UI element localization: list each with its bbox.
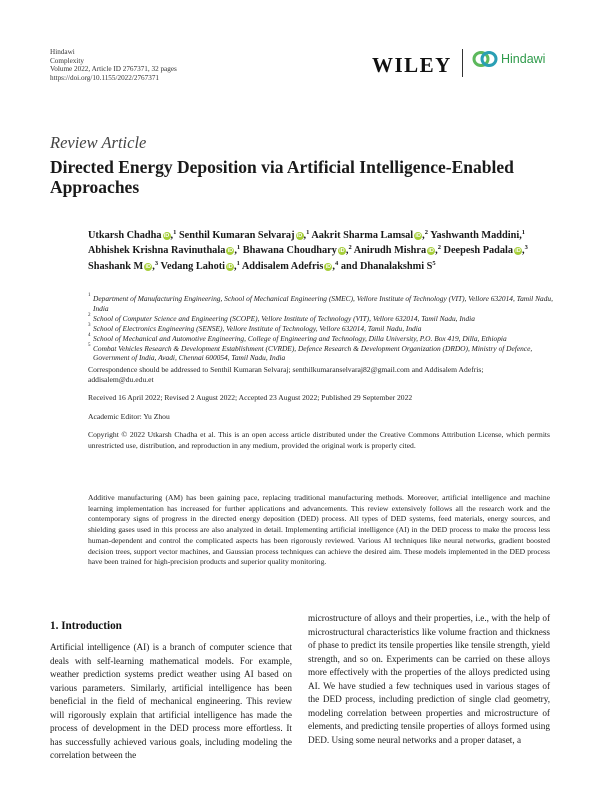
author-name: Senthil Kumaran Selvaraj iD,$^1$ xyxy=(178,229,310,241)
author-affiliation-number: 1 xyxy=(173,229,177,236)
orcid-icon[interactable]: iD xyxy=(339,248,345,255)
affiliation-text: Department of Manufacturing Engineering, School of Mechanical Engineering (SMEC), Vellore Institute of Technology (VIT), Vellore 632014, Tamil Nadu, India xyxy=(93,294,553,313)
author-name: Utkarsh Chadha iD,$^1$ xyxy=(88,229,177,241)
orcid-icon[interactable]: iD xyxy=(415,233,421,239)
journal-publisher: Hindawi xyxy=(50,48,75,56)
affiliation-text: School of Computer Science and Engineering (SCOPE), Vellore Institute of Technology (VIT), Vellore 632014, Tamil Nadu, India xyxy=(93,313,475,323)
intro-column-right: microstructure of alloys and their properties, i.e., with the help of microstructural characteristics like volume fraction and thickness of phase to predict its tensile properties like tensile strength, yield strength, and so on. Experiments can be carried on these alloys more effectively with the properties of the alloys predicted using AI. We have studied a few techniques used in various stages of the DED process, including prediction of single clad geometry, modeling correlation between properties and microstructure of elements, and predicting tensile properties of alloys formed using DED. Using some neural networks and a proper dataset, a xyxy=(308,613,550,745)
affiliation: 2 School of Computer Science and Engineering (SCOPE), Vellore Institute of Technology (VIT), Vellore 632014, Tamil Nadu, India xyxy=(88,312,475,323)
author-name: Bhawana Choudhary iD,$^2$ xyxy=(242,244,352,257)
author-label: Abhishek Krishna Ravinuthala xyxy=(88,245,226,257)
author-label: Vedang Lahoti xyxy=(160,260,226,272)
author-affiliation-number: 3 xyxy=(154,259,159,267)
hindawi-wordmark: Hindawi xyxy=(501,52,546,66)
author-affiliation-number: 4 xyxy=(334,259,339,267)
orcid-icon[interactable]: iD xyxy=(145,263,151,270)
correspondence: Correspondence should be addressed to Senthil Kumaran Selvaraj; senthilkumaranselvaraj82@gmail.com and Addisalem Adefris; addisalem@du.edu.et xyxy=(88,365,484,385)
affiliation: 1 Department of Manufacturing Engineering, School of Mechanical Engineering (SMEC), Vellore Institute of Technology (VIT), Vellore 632014, Tamil Nadu, India xyxy=(88,293,553,313)
author-name: Aakrit Sharma Lamsal iD,$^2$ xyxy=(311,229,428,241)
author-list xyxy=(88,228,558,274)
author-name: Deepesh Padala iD,$^3$ xyxy=(443,244,528,257)
author-name: Abhishek Krishna Ravinuthala iD,$^1$ xyxy=(88,244,241,257)
wiley-logo: WILEY xyxy=(372,53,452,77)
author-label: Utkarsh Chadha xyxy=(88,230,162,241)
author-affiliation-number: 3 xyxy=(524,244,528,252)
orcid-icon[interactable]: iD xyxy=(163,233,170,239)
orcid-icon[interactable]: iD xyxy=(227,263,233,270)
author-affiliation-number: 1 xyxy=(236,259,240,267)
article-title: Directed Energy Deposition via Artificial Intelligence-Enabled Approaches xyxy=(50,157,514,197)
orcid-icon[interactable]: iD xyxy=(325,263,332,270)
author-affiliation-number: 2 xyxy=(424,229,428,236)
hindawi-logo-icon xyxy=(472,50,498,68)
author-affiliation-number: 1 xyxy=(236,244,241,252)
author-name xyxy=(360,261,436,272)
journal-doi[interactable]: https://doi.org/10.1155/2022/2767371 xyxy=(50,73,160,82)
intro-column-left: Artificial intelligence (AI) is a branch of computer science that deals with self-learning mathematical models. For example, weather prediction systems predict weather using AI based on various parameters. Similarly, artificial intelligence has been beneficial in the field of mechanical engineering. This review will rigorously explain that artificial intelligence has made the process of development in the DED process more effortless. It has successfully achieved various goals, including modeling the correlation between the xyxy=(50,642,292,760)
author-label: Yashwanth Maddini xyxy=(430,230,520,241)
journal-meta xyxy=(50,48,177,82)
author-affiliation-number: 2 xyxy=(437,244,441,252)
author-name: Addisalem Adefris iD,$^4$ xyxy=(241,259,339,272)
author-name: Shashank M iD,$^3$ xyxy=(88,259,159,272)
orcid-icon[interactable]: iD xyxy=(227,248,234,255)
author-label: Addisalem Adefris xyxy=(241,260,324,272)
affiliation-text: School of Electronics Engineering (SENSE), Vellore Institute of Technology, Vellore 632014, Tamil Nadu, India xyxy=(93,323,422,333)
author-label: Senthil Kumaran Selvaraj xyxy=(178,230,295,241)
author-label: Aakrit Sharma Lamsal xyxy=(311,230,414,241)
author-and: and xyxy=(340,260,360,272)
affiliation-list xyxy=(88,294,558,363)
orcid-icon[interactable]: iD xyxy=(296,233,303,239)
author-affiliation-number: 5 xyxy=(432,259,436,267)
author-label: Anirudh Mishra xyxy=(353,245,427,257)
author-label: Dhanalakshmi S xyxy=(360,260,433,272)
affiliation: 3 School of Electronics Engineering (SENSE), Vellore Institute of Technology, Vellore 632014, Tamil Nadu, India xyxy=(88,322,422,333)
orcid-icon[interactable]: iD xyxy=(515,248,521,255)
affiliation-text: School of Mechanical and Automotive Engineering, College of Engineering and Technology, Dilla University, P.O. Box 419, Dilla, Ethiopia xyxy=(93,333,507,343)
author-name: Vedang Lahoti iD,$^1$ xyxy=(160,259,240,272)
author-affiliation-number: 2 xyxy=(348,244,352,252)
article-type: Review Article xyxy=(50,133,147,152)
publication-dates: Received 16 April 2022; Revised 2 August 2022; Accepted 23 August 2022; Published 29 September 2022 xyxy=(88,393,413,402)
academic-editor: Academic Editor: Yu Zhou xyxy=(88,412,170,421)
affiliation: 5 Combat Vehicles Research & Development Establishment (CVRDE), Defence Research & Development Organization (DRDO), Ministry of Defence, Government of India, Avadi, Chennai 600054, Tamil Nadu, India xyxy=(88,342,533,363)
journal-name: Complexity xyxy=(50,56,84,65)
affiliation: 4 School of Mechanical and Automotive Engineering, College of Engineering and Technology, Dilla University, P.O. Box 419, Dilla, Ethiopia xyxy=(88,332,507,343)
hindawi-logo xyxy=(472,50,545,68)
abstract: Additive manufacturing (AM) has been gaining pace, replacing traditional manufacturing methods. Moreover, artificial intelligence and machine learning implementation has increased for further applications and advancements. This review extensively follows all the research work and the contemporary signs of progress in the directed energy deposition (DED) process. All types of DED systems, feed materials, energy sources, and shielding gases used in this process are also analyzed in detail. Implementing artificial intelligence (AI) in the DED process to make the process less human-dependent and control the complicated aspects has been rigorously reviewed. Various AI techniques like neural networks, gradient boosted decision trees, support vector machines, and Gaussian process techniques can achieve the desired aim. These models implemented in the DED process have been trained for high-precision products and superior quality monitoring. xyxy=(88,493,550,567)
section-heading: 1. Introduction xyxy=(50,620,122,632)
author-name: Anirudh Mishra iD,$^2$ xyxy=(353,244,441,257)
author-label: Deepesh Padala xyxy=(443,245,514,257)
author-name: Yashwanth Maddini,$^1$ xyxy=(430,229,526,241)
logo-divider xyxy=(462,49,463,77)
orcid-icon[interactable]: iD xyxy=(428,248,434,255)
author-label: Bhawana Choudhary xyxy=(242,245,337,257)
author-affiliation-number: 1 xyxy=(306,229,310,236)
author-label: Shashank M xyxy=(88,260,144,272)
copyright-notice: Copyright © 2022 Utkarsh Chadha et al. This is an open access article distributed under the Creative Commons Attribution License, which permits unrestricted use, distribution, and reproduction in any medium, provided the original work is properly cited. xyxy=(88,430,550,450)
journal-volume: Volume 2022, Article ID 2767371, 32 pages xyxy=(50,65,177,74)
affiliation-text: Combat Vehicles Research & Development Establishment (CVRDE), Defence Research & Development Organization (DRDO), Ministry of Defence, Government of India, Avadi, Chennai 600054, Tamil Nadu, India xyxy=(93,343,533,363)
author-affiliation-number: 1 xyxy=(521,229,526,236)
